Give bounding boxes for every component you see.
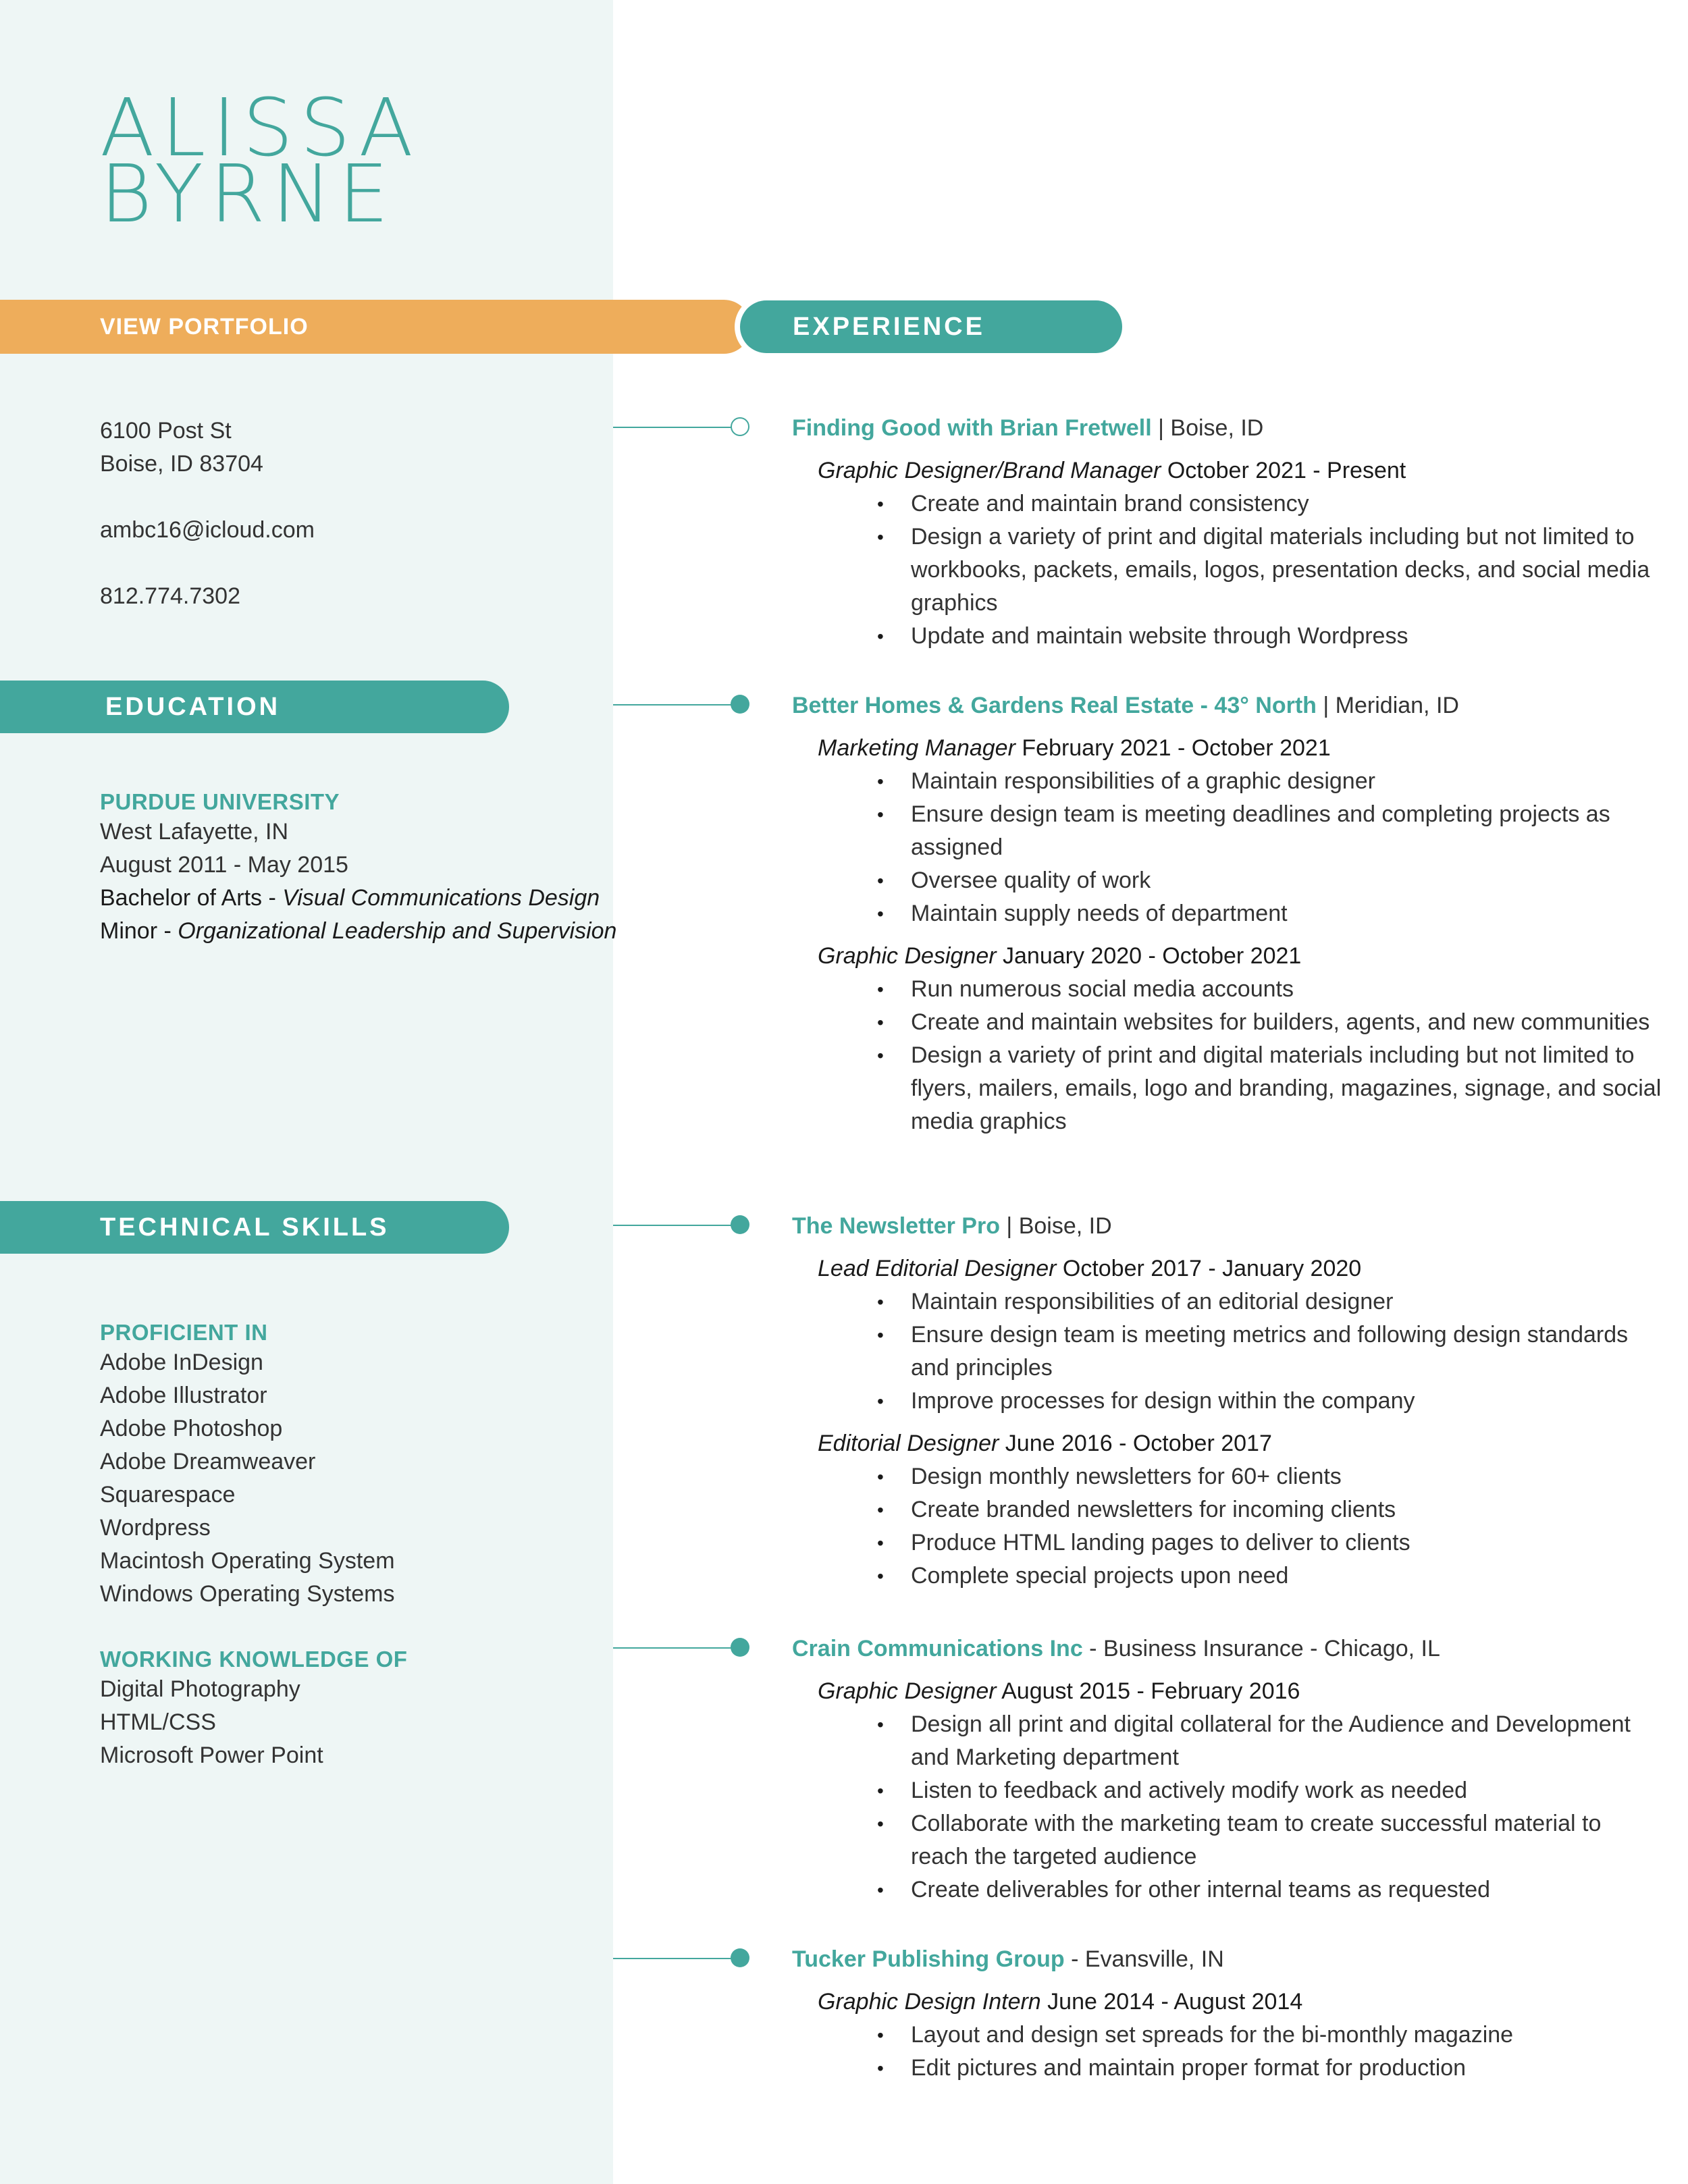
role-line bbox=[818, 454, 1663, 487]
company-name: The Newsletter Pro bbox=[792, 1213, 1000, 1239]
job-location: Meridian, ID bbox=[1335, 693, 1459, 718]
skill-item: Adobe Photoshop bbox=[100, 1416, 283, 1441]
bullet-item: • Maintain responsibilities of a graphic designer bbox=[911, 765, 1663, 798]
timeline-marker bbox=[613, 1948, 755, 1969]
role-line bbox=[818, 1252, 1663, 1285]
bullet-item: • Complete special projects upon need bbox=[911, 1560, 1663, 1593]
role-bullets bbox=[792, 487, 1663, 653]
timeline-marker bbox=[613, 1215, 755, 1235]
job-location: Evansville, IN bbox=[1084, 1946, 1224, 1972]
working-knowledge-header: WORKING KNOWLEDGE OF bbox=[100, 1647, 408, 1672]
bullet-item: • Design a variety of print and digital materials including but not limited to flyers, mailers, emails, logo and branding, magazines, signage, and social media graphics bbox=[911, 1039, 1663, 1138]
degree: Bachelor of Arts - Visual Communications Design bbox=[100, 885, 600, 911]
education-section bbox=[100, 789, 616, 948]
company-name: Crain Communications Inc bbox=[792, 1636, 1083, 1661]
job-header bbox=[792, 412, 1663, 445]
role-line bbox=[818, 940, 1663, 973]
separator: | bbox=[1151, 415, 1171, 441]
technical-skills-header: TECHNICAL SKILLS bbox=[0, 1201, 509, 1254]
job-entry bbox=[792, 1943, 1663, 2094]
timeline-dot bbox=[731, 1948, 749, 1967]
timeline-marker bbox=[613, 695, 755, 715]
skill-item: Windows Operating Systems bbox=[100, 1581, 395, 1607]
separator: | bbox=[1316, 693, 1336, 718]
timeline-marker bbox=[613, 417, 755, 437]
timeline-dot bbox=[731, 695, 749, 714]
proficient-header: PROFICIENT IN bbox=[100, 1320, 268, 1345]
role-dates: August 2015 - February 2016 bbox=[996, 1678, 1300, 1704]
skill-item: Squarespace bbox=[100, 1482, 236, 1508]
skill-item: HTML/CSS bbox=[100, 1709, 216, 1735]
working-knowledge-list bbox=[100, 1673, 407, 1772]
bullet-item: • Maintain responsibilities of an editorial designer bbox=[911, 1285, 1663, 1319]
timeline-line bbox=[613, 1958, 735, 1959]
bullet-item: • Design all print and digital collateral for the Audience and Development and Marketing department bbox=[911, 1708, 1663, 1774]
first-name: ALISSA bbox=[100, 81, 420, 174]
role-dates: June 2014 - August 2014 bbox=[1040, 1989, 1303, 2015]
timeline-line bbox=[613, 704, 735, 705]
role-line bbox=[818, 1427, 1663, 1460]
skill-item: Macintosh Operating System bbox=[100, 1548, 395, 1574]
role-dates: January 2020 - October 2021 bbox=[996, 943, 1302, 969]
bullet-item: • Maintain supply needs of department bbox=[911, 897, 1663, 930]
role-bullets bbox=[792, 1708, 1663, 1907]
job-entry bbox=[792, 412, 1663, 662]
school-location: West Lafayette, IN bbox=[100, 819, 289, 845]
job-entry bbox=[792, 1210, 1663, 1602]
bullet-item: • Collaborate with the marketing team to create successful material to reach the targeted audience bbox=[911, 1807, 1663, 1873]
degree-label: Bachelor of Arts bbox=[100, 885, 263, 911]
school-dates: August 2011 - May 2015 bbox=[100, 852, 348, 878]
role-bullets bbox=[792, 973, 1663, 1138]
education-header: EDUCATION bbox=[0, 681, 509, 733]
job-header bbox=[792, 1943, 1663, 1976]
company-name: Better Homes & Gardens Real Estate - 43° North bbox=[792, 693, 1317, 718]
separator: | bbox=[999, 1213, 1019, 1239]
skill-item: Microsoft Power Point bbox=[100, 1742, 323, 1768]
role-line bbox=[818, 1675, 1663, 1708]
bullet-item: • Design monthly newsletters for 60+ clients bbox=[911, 1460, 1663, 1493]
address-line-2: Boise, ID 83704 bbox=[100, 451, 263, 477]
role-title: Graphic Design Intern bbox=[818, 1989, 1041, 2015]
minor-label: Minor bbox=[100, 918, 158, 944]
bullet-item: • Create branded newsletters for incoming clients bbox=[911, 1493, 1663, 1526]
role-bullets bbox=[792, 2019, 1663, 2085]
experience-header: EXPERIENCE bbox=[740, 300, 1122, 353]
timeline-marker bbox=[613, 1638, 755, 1658]
candidate-name bbox=[100, 81, 420, 240]
last-name: BYRNE bbox=[100, 147, 396, 240]
role-title: Lead Editorial Designer bbox=[818, 1256, 1057, 1281]
role-bullets bbox=[792, 1285, 1663, 1418]
job-location: Boise, ID bbox=[1170, 415, 1264, 441]
bullet-item: • Create and maintain websites for builders, agents, and new communities bbox=[911, 1006, 1663, 1039]
bullet-item: • Ensure design team is meeting deadlines and completing projects as assigned bbox=[911, 798, 1663, 864]
role-dates: October 2021 - Present bbox=[1161, 458, 1406, 483]
minor: Minor - Organizational Leadership and Supervision bbox=[100, 918, 617, 944]
role-dates: October 2017 - January 2020 bbox=[1056, 1256, 1362, 1281]
job-header bbox=[792, 1210, 1663, 1243]
skill-item: Wordpress bbox=[100, 1515, 211, 1541]
role-title: Editorial Designer bbox=[818, 1431, 999, 1456]
role-dates: February 2021 - October 2021 bbox=[1015, 735, 1331, 761]
minor-field: Organizational Leadership and Supervision bbox=[178, 918, 617, 944]
contact-info bbox=[100, 415, 315, 613]
timeline-line bbox=[613, 1647, 735, 1649]
timeline-dot bbox=[731, 417, 749, 436]
timeline-dot bbox=[731, 1638, 749, 1657]
role-title: Graphic Designer/Brand Manager bbox=[818, 458, 1161, 483]
bullet-item: • Update and maintain website through Wordpress bbox=[911, 620, 1663, 653]
role-title: Marketing Manager bbox=[818, 735, 1016, 761]
separator: - bbox=[1064, 1946, 1085, 1972]
bullet-item: • Ensure design team is meeting metrics and following design standards and principles bbox=[911, 1319, 1663, 1385]
company-name: Finding Good with Brian Fretwell bbox=[792, 415, 1152, 441]
role-dates: June 2016 - October 2017 bbox=[999, 1431, 1272, 1456]
email-link[interactable]: ambc16@icloud.com bbox=[100, 517, 315, 543]
role-title: Graphic Designer bbox=[818, 1678, 997, 1704]
bullet-item: • Create and maintain brand consistency bbox=[911, 487, 1663, 521]
job-header bbox=[792, 1632, 1663, 1666]
school-name: PURDUE UNIVERSITY bbox=[100, 789, 340, 814]
bullet-item: • Run numerous social media accounts bbox=[911, 973, 1663, 1006]
skill-item: Adobe InDesign bbox=[100, 1350, 263, 1375]
job-header bbox=[792, 689, 1663, 722]
job-entry bbox=[792, 1632, 1663, 1916]
bullet-item: • Design a variety of print and digital materials including but not limited to workbooks, packets, emails, logos, presentation decks, and social media graphics bbox=[911, 521, 1663, 620]
company-name: Tucker Publishing Group bbox=[792, 1946, 1065, 1972]
role-line bbox=[818, 1986, 1663, 2019]
role-line bbox=[818, 732, 1663, 765]
bullet-item: • Edit pictures and maintain proper format for production bbox=[911, 2052, 1663, 2085]
address-line-1: 6100 Post St bbox=[100, 418, 232, 444]
bullet-item: • Listen to feedback and actively modify work as needed bbox=[911, 1774, 1663, 1807]
skill-item: Adobe Illustrator bbox=[100, 1383, 267, 1408]
job-entry bbox=[792, 689, 1663, 1148]
bullet-item: • Oversee quality of work bbox=[911, 864, 1663, 897]
view-portfolio-link[interactable]: VIEW PORTFOLIO bbox=[0, 300, 751, 354]
bullet-item: • Layout and design set spreads for the bi-monthly magazine bbox=[911, 2019, 1663, 2052]
bullet-item: • Improve processes for design within the company bbox=[911, 1385, 1663, 1418]
timeline-line bbox=[613, 427, 735, 428]
bullet-item: • Create deliverables for other internal teams as requested bbox=[911, 1873, 1663, 1907]
job-location: Business Insurance - Chicago, IL bbox=[1103, 1636, 1440, 1661]
skill-item: Adobe Dreamweaver bbox=[100, 1449, 316, 1474]
phone-number: 812.774.7302 bbox=[100, 583, 240, 609]
timeline-line bbox=[613, 1225, 735, 1226]
bullet-item: • Produce HTML landing pages to deliver to clients bbox=[911, 1526, 1663, 1560]
role-bullets bbox=[792, 765, 1663, 930]
skills-section bbox=[100, 1319, 407, 1772]
role-title: Graphic Designer bbox=[818, 943, 997, 969]
degree-field: Visual Communications Design bbox=[282, 885, 600, 911]
role-bullets bbox=[792, 1460, 1663, 1593]
job-location: Boise, ID bbox=[1018, 1213, 1112, 1239]
timeline-dot bbox=[731, 1215, 749, 1234]
separator: - bbox=[1082, 1636, 1103, 1661]
skill-item: Digital Photography bbox=[100, 1676, 300, 1702]
proficient-list bbox=[100, 1346, 407, 1611]
